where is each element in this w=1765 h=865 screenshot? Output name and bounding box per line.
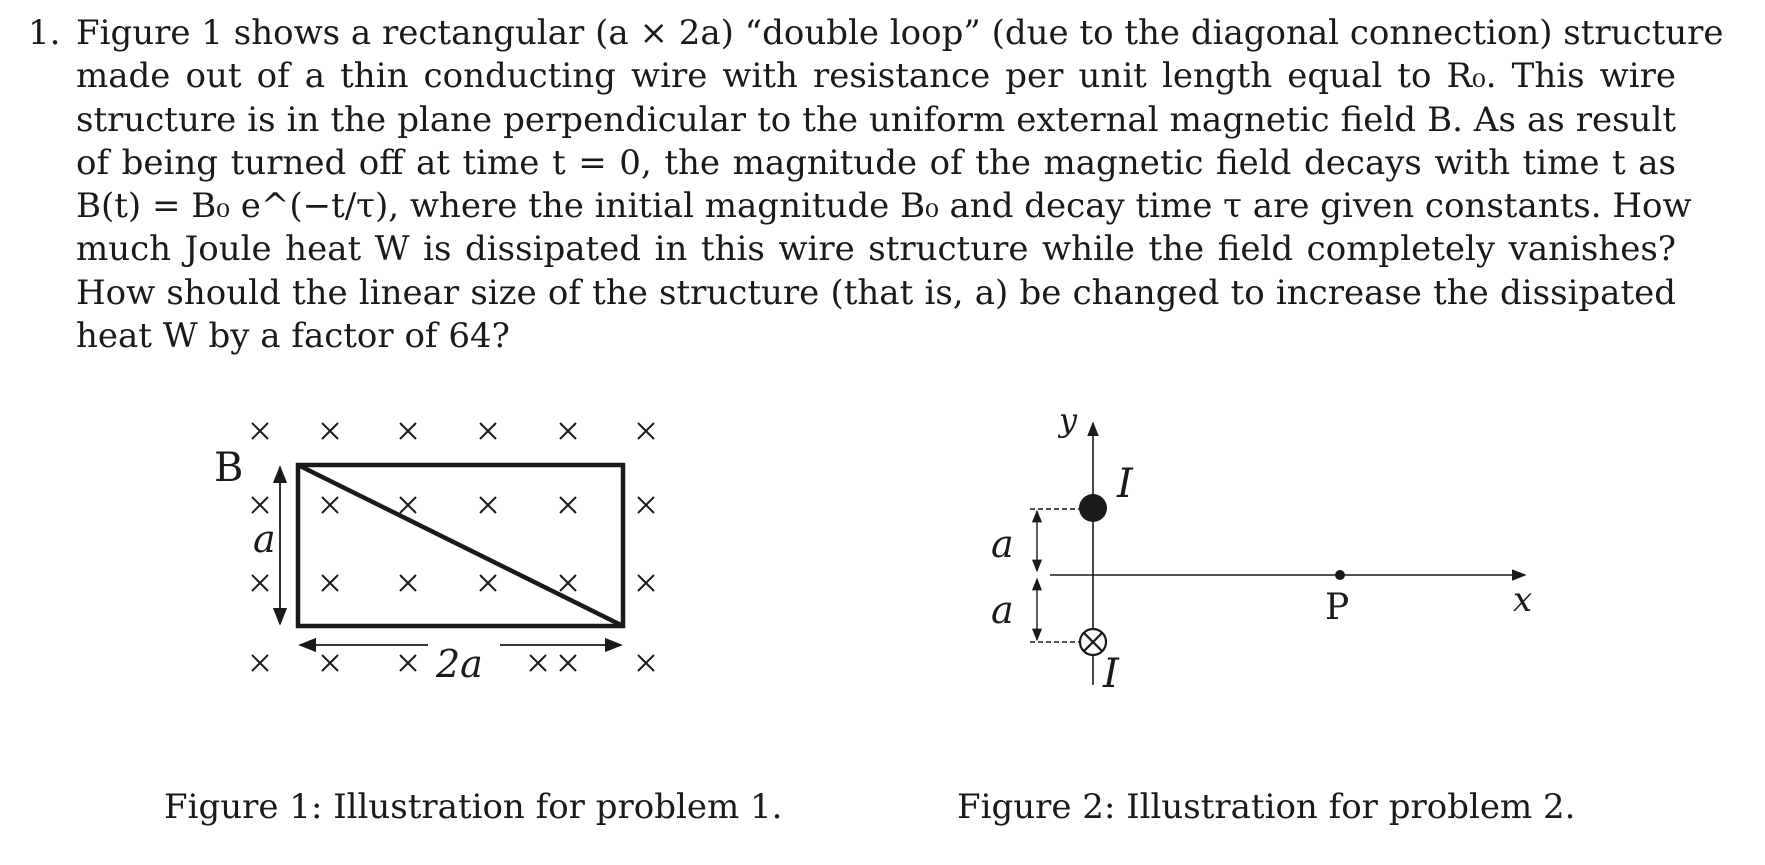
problem-text — [76, 12, 1724, 358]
problem-line: made out of a thin conducting wire with resistance per unit length equal to R₀. This wire — [76, 56, 1676, 97]
distance-bottom-label: a — [991, 588, 1014, 632]
current-bottom-label: I — [1103, 651, 1119, 697]
problem-line: B(t) = B₀ e^(−t/τ), where the initial magnitude B₀ and decay time τ are given constants. How — [76, 186, 1692, 227]
distance-top-label: a — [991, 522, 1014, 566]
width-label: 2a — [436, 642, 483, 686]
current-out-of-page-wire — [1079, 494, 1107, 522]
figure-1 — [214, 405, 730, 695]
problem-line: How should the linear size of the structure (that is, a) be changed to increase the dissipated — [76, 272, 1676, 313]
field-label: B — [214, 445, 244, 491]
figure-2 — [975, 401, 1535, 697]
point-label: P — [1325, 587, 1350, 628]
problem-line: structure is in the plane perpendicular to the uniform external magnetic field B. As as result — [76, 99, 1676, 140]
problem-line: Figure 1 shows a rectangular (a × 2a) “double loop” (due to the diagonal connection) structure — [76, 13, 1724, 53]
figure-1-diagram — [214, 405, 730, 695]
figure-1-caption: Figure 1: Illustration for problem 1. — [164, 787, 783, 827]
problem-line: of being turned off at time t = 0, the magnitude of the magnetic field decays with time t as — [76, 142, 1676, 183]
problem-line: heat W by a factor of 64? — [76, 316, 510, 357]
wire-loop — [298, 465, 623, 626]
figure-2-diagram — [975, 401, 1535, 697]
problem-number: 1. — [28, 13, 61, 53]
figure-2-caption: Figure 2: Illustration for problem 2. — [957, 787, 1576, 827]
magnetic-field-crosses — [252, 423, 654, 671]
x-axis-label: x — [1513, 580, 1533, 620]
current-top-label: I — [1117, 461, 1133, 507]
problem-line: much Joule heat W is dissipated in this wire structure while the field completely vanishes? — [76, 229, 1676, 270]
y-axis-label: y — [1059, 401, 1078, 439]
height-label: a — [253, 517, 276, 561]
point-p — [1335, 570, 1345, 580]
